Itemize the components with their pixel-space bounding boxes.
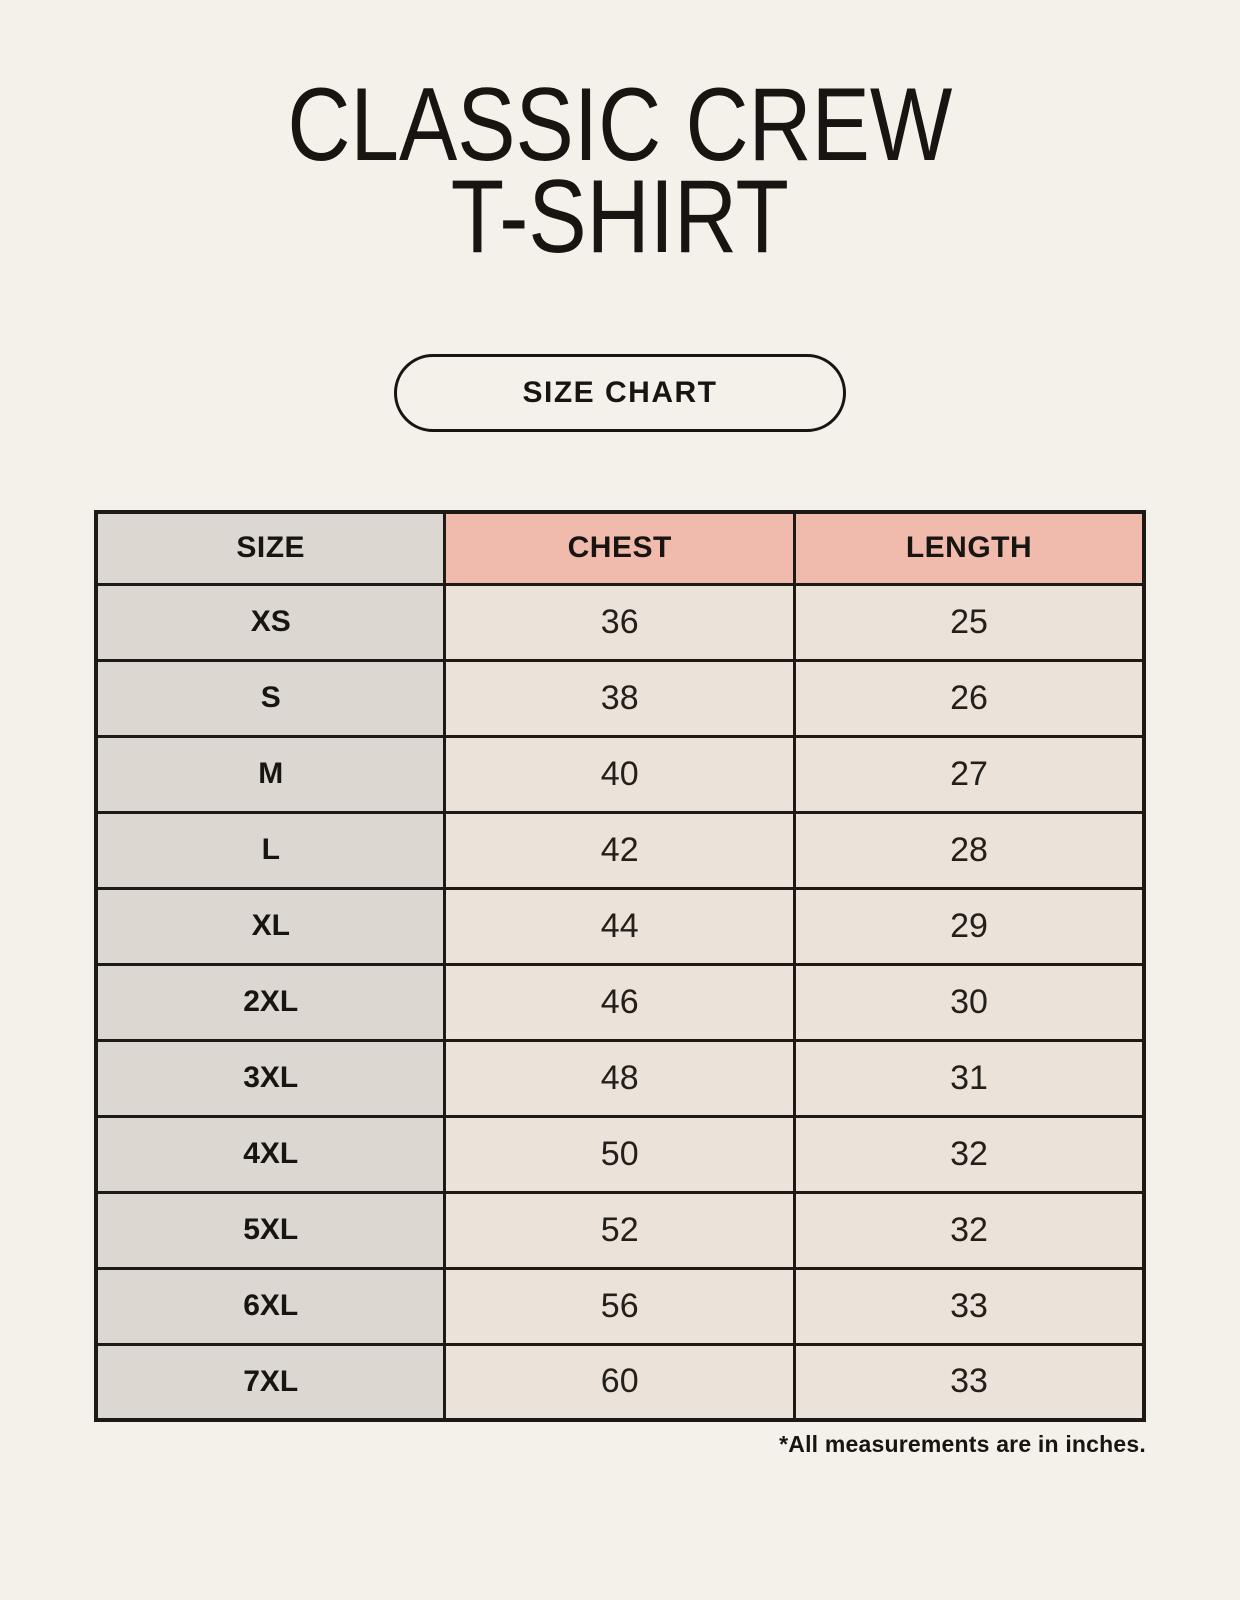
chest-cell: 38 <box>445 660 795 736</box>
table-row <box>96 812 1144 888</box>
table-row <box>96 1344 1144 1420</box>
size-cell: 2XL <box>96 964 445 1040</box>
length-cell: 27 <box>794 736 1144 812</box>
size-cell: 3XL <box>96 1040 445 1116</box>
chest-cell: 46 <box>445 964 795 1040</box>
table-row <box>96 888 1144 964</box>
length-cell: 29 <box>794 888 1144 964</box>
size-table-body <box>96 584 1144 1420</box>
chest-cell: 60 <box>445 1344 795 1420</box>
chest-cell: 44 <box>445 888 795 964</box>
chest-cell: 52 <box>445 1192 795 1268</box>
size-cell: 7XL <box>96 1344 445 1420</box>
table-row <box>96 1116 1144 1192</box>
size-chart-button-label: SIZE CHART <box>522 376 718 409</box>
table-row <box>96 1040 1144 1116</box>
size-chart-button[interactable] <box>394 354 846 432</box>
chest-cell: 50 <box>445 1116 795 1192</box>
page-title <box>0 67 1240 275</box>
length-cell: 30 <box>794 964 1144 1040</box>
length-cell: 32 <box>794 1192 1144 1268</box>
table-header-row <box>96 512 1144 584</box>
chest-cell: 36 <box>445 584 795 660</box>
length-cell: 33 <box>794 1268 1144 1344</box>
title-line-2: T-SHIRT <box>450 158 790 275</box>
size-cell: L <box>96 812 445 888</box>
size-table <box>94 510 1146 1422</box>
table-row <box>96 964 1144 1040</box>
table-row <box>96 1192 1144 1268</box>
chest-cell: 56 <box>445 1268 795 1344</box>
length-cell: 33 <box>794 1344 1144 1420</box>
table-row <box>96 584 1144 660</box>
table-row <box>96 660 1144 736</box>
size-cell: XS <box>96 584 445 660</box>
length-cell: 32 <box>794 1116 1144 1192</box>
chest-cell: 40 <box>445 736 795 812</box>
size-cell: M <box>96 736 445 812</box>
size-cell: XL <box>96 888 445 964</box>
length-cell: 26 <box>794 660 1144 736</box>
column-header-chest: CHEST <box>445 512 795 584</box>
length-cell: 28 <box>794 812 1144 888</box>
chest-cell: 42 <box>445 812 795 888</box>
length-cell: 25 <box>794 584 1144 660</box>
size-chart-section <box>94 510 1146 1458</box>
size-cell: 6XL <box>96 1268 445 1344</box>
size-cell: 5XL <box>96 1192 445 1268</box>
measurements-footnote: *All measurements are in inches. <box>779 1431 1146 1457</box>
size-cell: 4XL <box>96 1116 445 1192</box>
size-cell: S <box>96 660 445 736</box>
title-line-1: CLASSIC CREW <box>287 67 953 183</box>
table-row <box>96 736 1144 812</box>
column-header-length: LENGTH <box>794 512 1144 584</box>
table-row <box>96 1268 1144 1344</box>
column-header-size: SIZE <box>96 512 445 584</box>
chest-cell: 48 <box>445 1040 795 1116</box>
length-cell: 31 <box>794 1040 1144 1116</box>
